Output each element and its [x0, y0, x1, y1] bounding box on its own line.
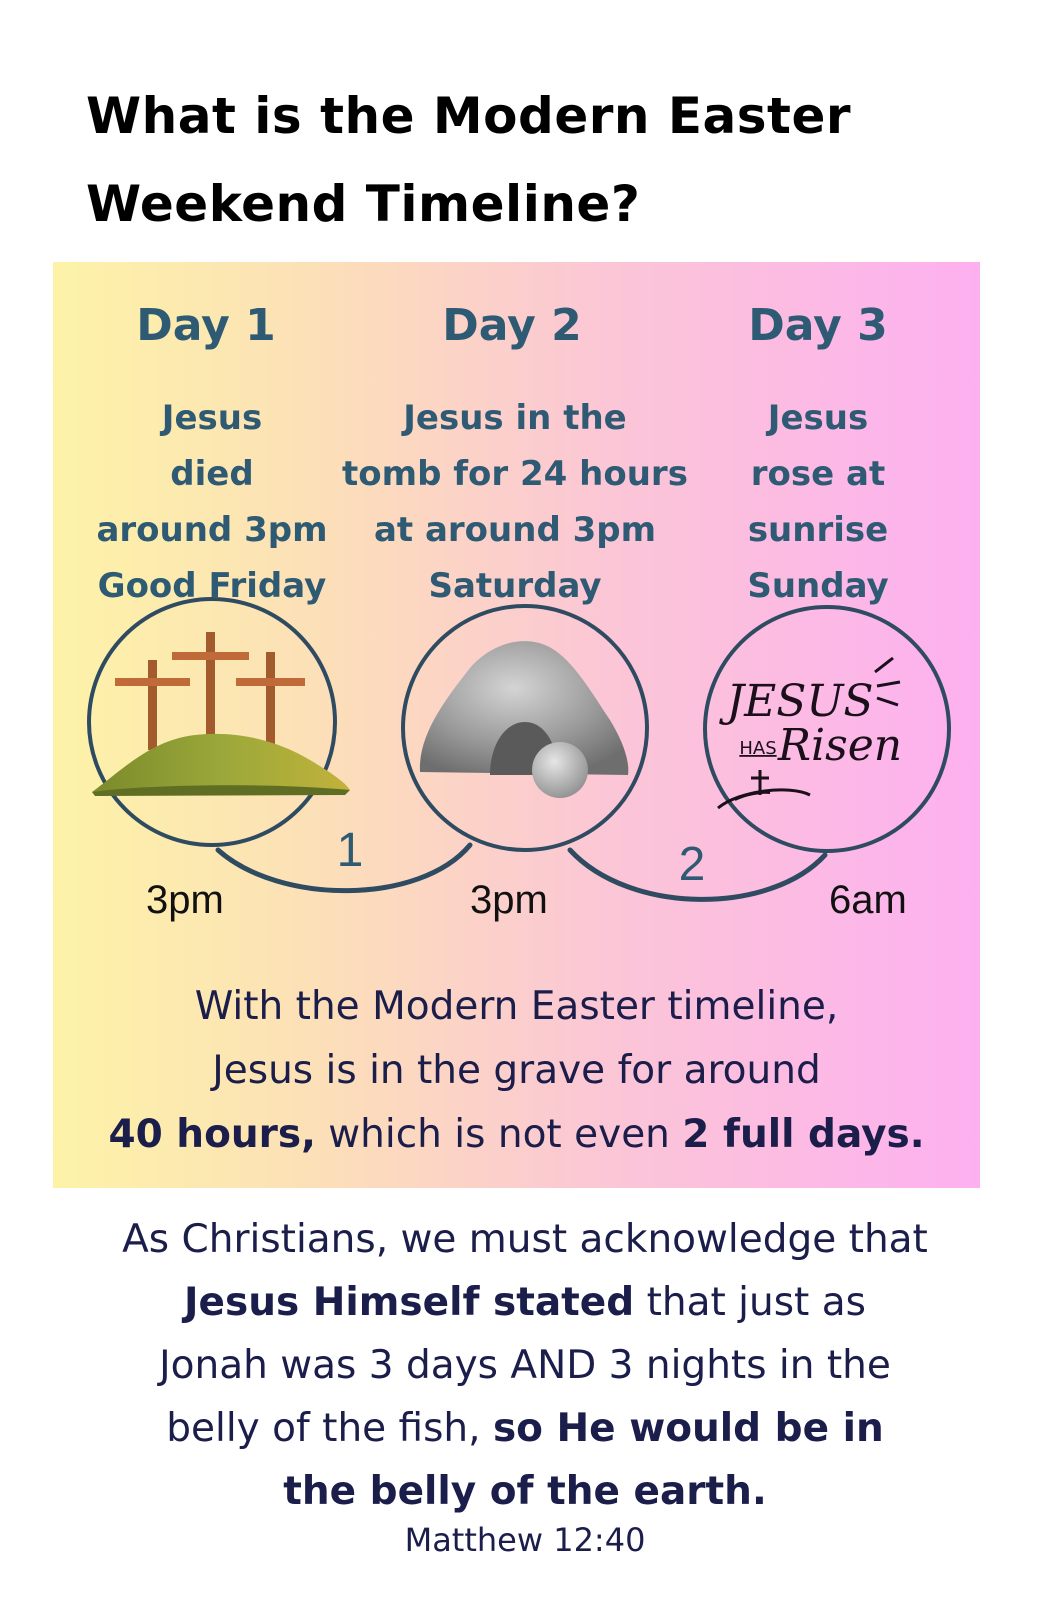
- bottom-plain: belly of the fish,: [166, 1406, 493, 1451]
- summary-line-2: Jesus is in the grave for around: [212, 1048, 821, 1093]
- day-2-line: Saturday: [428, 566, 602, 606]
- day-3-time: 6am: [829, 878, 907, 922]
- title-line-1: What is the Modern Easter: [86, 87, 852, 145]
- summary-line-1: With the Modern Easter timeline,: [194, 984, 839, 1029]
- summary-mid: which is not even: [315, 1112, 683, 1157]
- badge-word-has: HAS: [739, 738, 777, 759]
- bottom-line-1: As Christians, we must acknowledge that: [122, 1217, 928, 1262]
- connector-number-1: 1: [336, 824, 364, 877]
- day-1-heading: Day 1: [136, 300, 276, 351]
- bottom-line-3: Jonah was 3 days AND 3 nights in the: [159, 1343, 891, 1388]
- connector-number-2: 2: [678, 838, 706, 891]
- bottom-line-2: [30, 1271, 1020, 1334]
- bottom-bold-phrase: Jesus Himself stated: [184, 1280, 635, 1325]
- day-3-heading: Day 3: [748, 300, 888, 351]
- bottom-line-5: [30, 1460, 1020, 1523]
- day-2-line: Jesus in the: [403, 398, 627, 438]
- day-1-line: died: [170, 454, 254, 494]
- day-1-line: Jesus: [161, 398, 263, 438]
- day-3-line: sunrise: [747, 510, 889, 550]
- day-2-line: at around 3pm: [373, 510, 657, 550]
- day-1-line: around 3pm: [96, 510, 328, 550]
- citation: Matthew 12:40: [404, 1521, 646, 1559]
- day-3-line: rose at: [750, 454, 886, 494]
- bottom-bold-end: so He would be in: [492, 1406, 884, 1451]
- day-2-heading: Day 2: [442, 300, 582, 351]
- three-crosses-hill-icon: [89, 599, 350, 845]
- timeline-summary: [53, 975, 980, 1167]
- day-2-time: 3pm: [470, 878, 548, 922]
- bottom-rest: that just as: [634, 1280, 866, 1325]
- summary-hours: 40 hours,: [108, 1112, 316, 1157]
- summary-line-3: [53, 1103, 980, 1167]
- badge-word-risen: Risen: [777, 720, 903, 771]
- day-2-line: tomb for 24 hours: [342, 454, 688, 494]
- bottom-line-4: [30, 1397, 1020, 1460]
- day-3-line: Jesus: [767, 398, 869, 438]
- scripture-statement: [30, 1208, 1020, 1523]
- summary-days: 2 full days.: [682, 1112, 925, 1157]
- badge-word-jesus: JESUS: [726, 676, 874, 727]
- bottom-bold-last: the belly of the earth.: [283, 1469, 767, 1514]
- title-line-2: Weekend Timeline?: [86, 175, 641, 233]
- day-1-line: Good Friday: [97, 566, 327, 606]
- day-3-line: Sunday: [747, 566, 889, 606]
- jesus-has-risen-icon: [705, 607, 949, 851]
- day-1-time: 3pm: [146, 878, 224, 922]
- empty-tomb-icon: [403, 606, 647, 850]
